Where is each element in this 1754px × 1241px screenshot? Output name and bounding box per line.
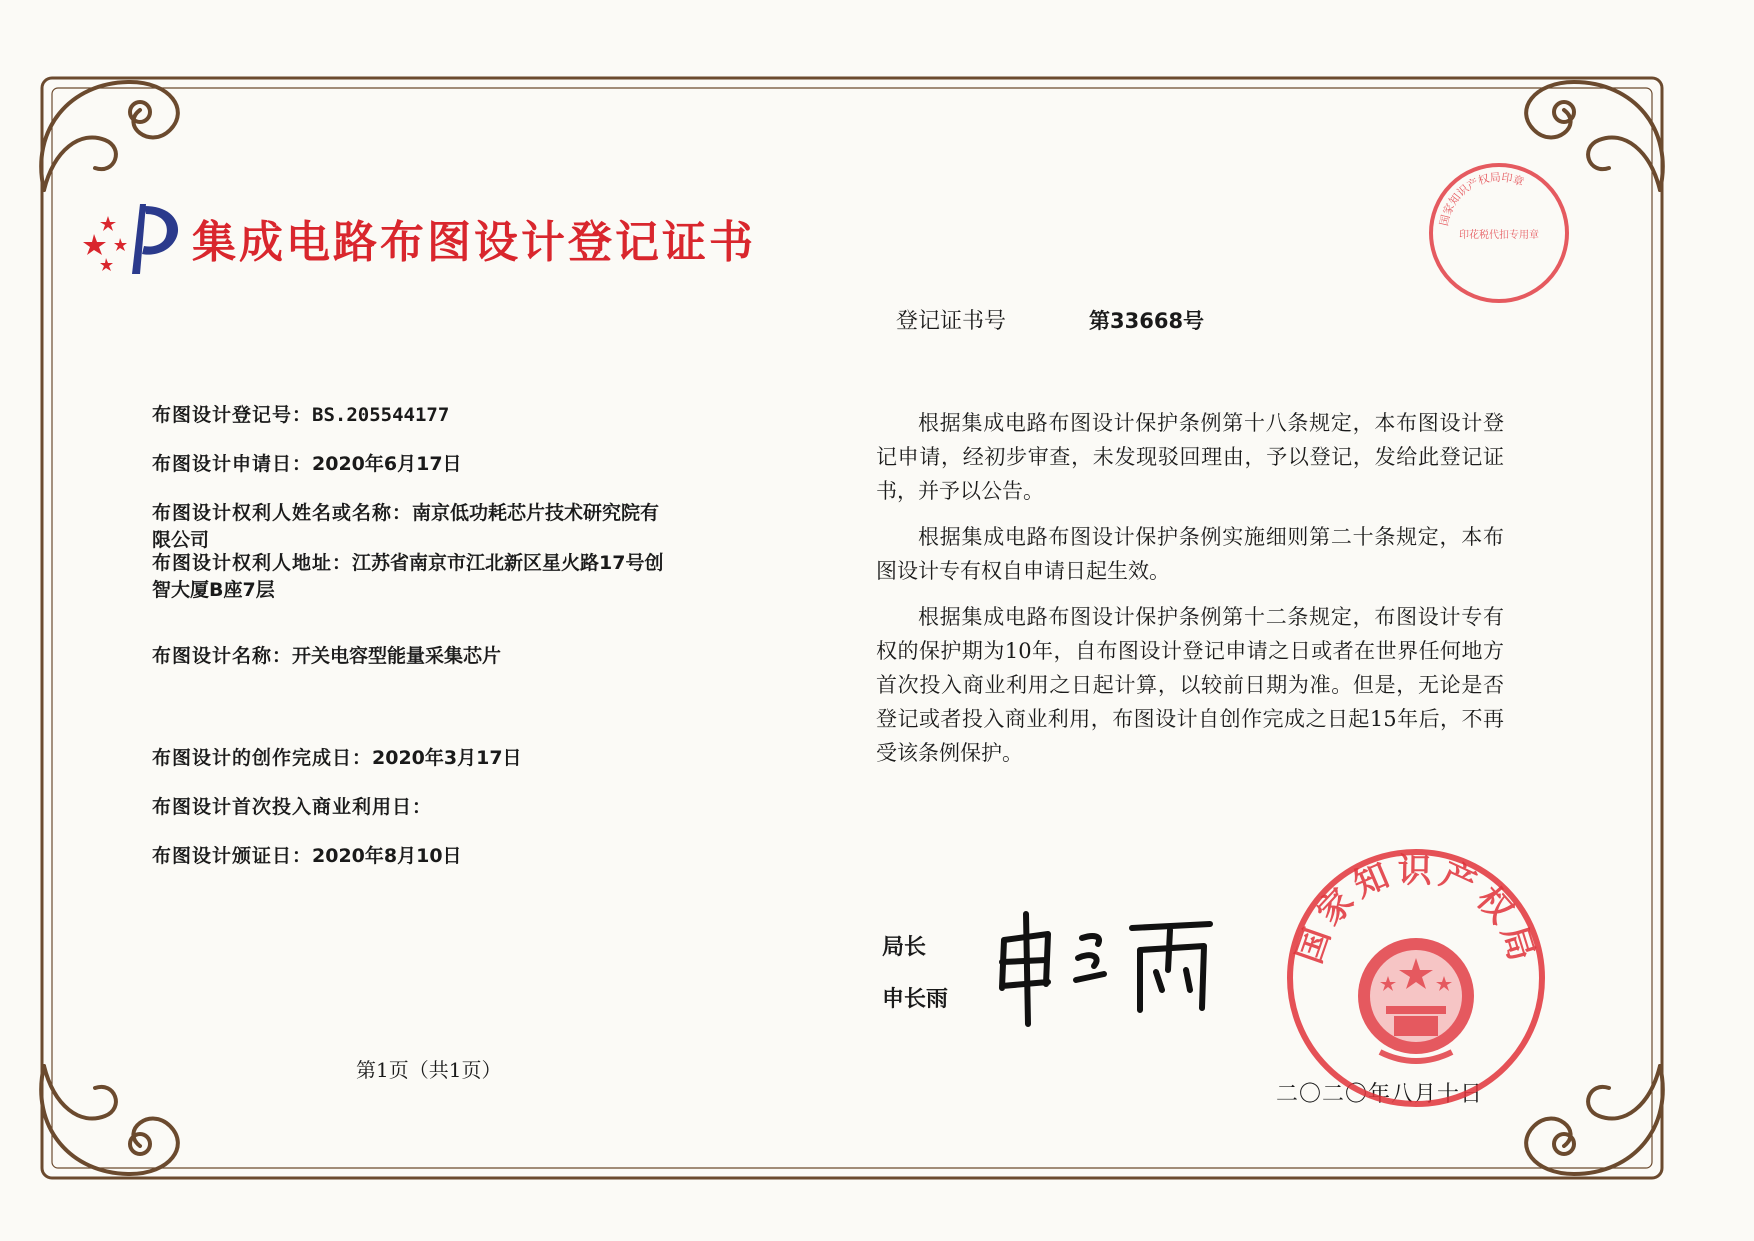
field-application-date — [152, 451, 672, 478]
signatory-title: 局长 — [882, 935, 927, 960]
field-holder-address — [152, 550, 672, 604]
field-value: 2020年6月17日 — [312, 453, 462, 475]
signatory-name: 申长雨 — [882, 987, 949, 1012]
field-value: 开关电容型能量采集芯片 — [292, 645, 502, 667]
field-value: 2020年8月10日 — [312, 845, 462, 867]
field-value: BS.205544177 — [312, 404, 450, 426]
field-label: 布图设计首次投入商业利用日： — [152, 796, 433, 818]
field-label: 布图设计权利人地址： — [152, 552, 353, 574]
field-label: 布图设计登记号： — [152, 404, 313, 426]
field-registration-number — [152, 402, 672, 429]
handwritten-signature — [990, 900, 1240, 1030]
page-indicator: 第1页（共1页） — [356, 1058, 502, 1082]
field-design-name — [152, 643, 672, 670]
field-first-commercial-use-date — [152, 794, 672, 821]
field-value: 江苏省南京市江北新区星火路17号创智大厦B座7层 — [152, 552, 664, 601]
field-label: 布图设计权利人姓名或名称： — [152, 502, 413, 524]
field-label: 布图设计名称： — [152, 645, 293, 667]
field-issue-date — [152, 843, 672, 870]
small-seal-center-text: 印花税代扣专用章 — [1459, 230, 1539, 241]
field-value: 2020年3月17日 — [372, 747, 522, 769]
certificate-number-value: 第33668号 — [1089, 309, 1205, 333]
field-value: 南京低功耗芯片技术研究院有限公司 — [152, 502, 660, 551]
paragraph-registration: 根据集成电路布图设计保护条例第十八条规定，本布图设计登记申请，经初步审查，未发现驳回理由，予以登记，发给此登记证书，并予以公告。 — [876, 411, 1504, 503]
certificate-number-label: 登记证书号 — [896, 309, 1007, 334]
field-label: 布图设计申请日： — [152, 453, 313, 475]
certificate-number — [896, 304, 1204, 335]
field-right-holder — [152, 500, 672, 554]
field-creation-date — [152, 745, 672, 772]
svg-text:国家知识产权局印章: 国家知识产权局印章 — [1437, 170, 1526, 228]
certificate-title — [80, 198, 756, 278]
emblem-logo-icon — [80, 198, 188, 278]
cnipa-seal-icon — [1284, 846, 1548, 1110]
paragraph-effective: 根据集成电路布图设计保护条例实施细则第二十条规定，本布图设计专有权自申请日起生效。 — [876, 525, 1504, 583]
paragraph-protection-term: 根据集成电路布图设计保护条例第十二条规定，布图设计专有权的保护期为10年，自布图设计登记申请之日或者在世界任何地方首次投入商业利用之日起计算，以较前日期为准。但是，无论是否登记或者投入商业利用，布图设计自创作完成之日起15年后，不再受该条例保护。 — [876, 605, 1504, 765]
title-text: 集成电路布图设计登记证书 — [192, 217, 756, 268]
field-label: 布图设计的创作完成日： — [152, 747, 373, 769]
issue-date: 二〇二〇年八月十日 — [1276, 1082, 1484, 1107]
svg-text:国家知识产权局: 国家知识产权局 — [1289, 850, 1544, 972]
stamp-duty-seal-icon — [1424, 158, 1574, 308]
field-label: 布图设计颁证日： — [152, 845, 313, 867]
